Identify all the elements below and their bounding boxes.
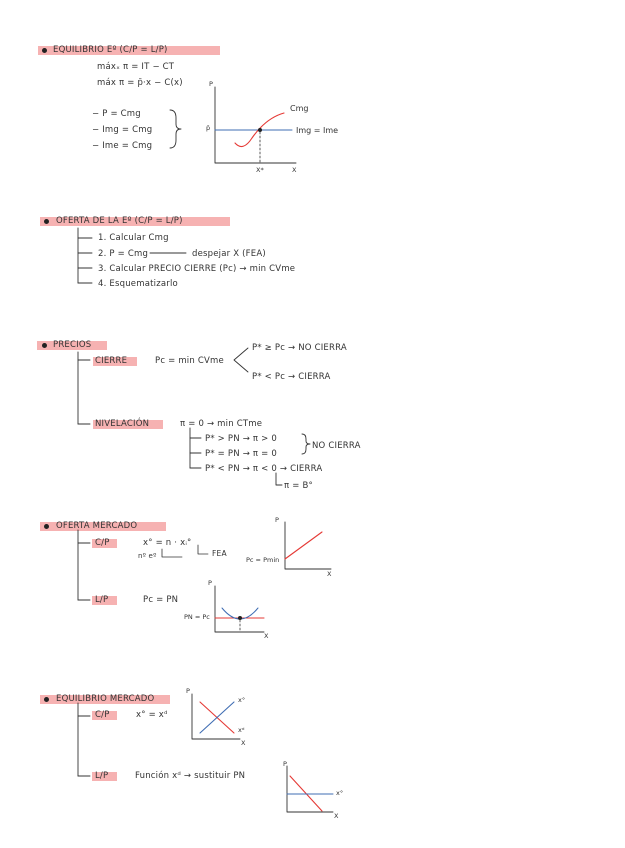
condition-p-cmg: − P = Cmg <box>92 109 141 119</box>
section-title-oferta-empresa: OFERTA DE LA Eº (C/P = L/P) <box>56 216 183 226</box>
step-3: 3. Calcular PRECIO CIERRE (Pc) → min CVme <box>98 264 296 274</box>
cp-n-note: nº eº <box>138 552 157 560</box>
graph-axes <box>285 522 331 569</box>
section-title-oferta-mercado: OFERTA MERCADO <box>56 521 138 531</box>
axis-label-x: X <box>241 739 246 747</box>
axis-label-pn-pc: PN = Pc <box>184 613 210 621</box>
supply-line <box>285 532 322 559</box>
brace <box>170 110 181 148</box>
cp-equation: x° = xᵈ <box>136 710 168 720</box>
section-title-precios: PRECIOS <box>53 340 92 350</box>
axis-label-p: P <box>283 760 287 768</box>
nivelacion-case-3: P* < PN → π < 0 → CIERRA <box>205 464 323 474</box>
curve-label-xo: x° <box>238 696 246 704</box>
label-nivelacion: NIVELACIÓN <box>95 419 150 429</box>
nivelacion-brace-label: NO CIERRA <box>312 441 361 451</box>
nivelacion-case-2: P* = PN → π = 0 <box>205 449 277 459</box>
cierre-branch-no-cierra: P* ≥ Pc → NO CIERRA <box>252 343 347 353</box>
axis-label-pc-pmin: Pc = Pmin <box>246 556 280 564</box>
connector-fea <box>198 545 208 554</box>
axis-label-xstar: X* <box>256 166 264 174</box>
cierre-branch-cierra: P* < Pc → CIERRA <box>252 372 331 382</box>
condition-img-cmg: − Img = Cmg <box>92 125 153 135</box>
label-cierre: CIERRE <box>95 356 128 366</box>
graph-axes <box>215 87 296 163</box>
graph-axes <box>287 766 333 812</box>
section-title-equilibrio-empresa: EQUILIBRIO Eº (C/P = L/P) <box>53 45 168 55</box>
axis-label-x: X <box>264 632 269 640</box>
lp-equation: Pc = PN <box>143 595 179 605</box>
formula-max-profit: máxₓ π = IT − CT <box>97 62 175 72</box>
nivelacion-equation: π = 0 → min CTme <box>180 419 263 429</box>
nivelacion-case-1: P* > PN → π > 0 <box>205 434 277 444</box>
brace <box>302 434 310 454</box>
axis-label-p: P <box>208 579 212 587</box>
axis-label-x: X <box>292 166 297 174</box>
axis-label-x: X <box>327 570 332 578</box>
label-lp: L/P <box>95 771 109 781</box>
lp-equation: Función xᵈ → sustituir PN <box>135 771 246 781</box>
axis-label-p: P <box>209 80 213 88</box>
fork-lines <box>234 348 248 372</box>
curve-label-cmg: Cmg <box>290 104 309 113</box>
curve-label-xd: xᵈ <box>238 726 245 734</box>
line-label-img-ime: Img = Ime <box>296 126 339 135</box>
label-cp: C/P <box>95 538 110 548</box>
benefit-connector <box>276 473 282 485</box>
step-4: 4. Esquematizarlo <box>98 279 178 289</box>
connector-n <box>162 549 182 557</box>
axis-label-x: X <box>334 812 339 820</box>
label-lp: L/P <box>95 595 109 605</box>
step-1: 1. Calcular Cmg <box>98 233 169 243</box>
curve-label-xo: x° <box>336 789 344 797</box>
axis-label-p: P <box>275 516 279 524</box>
equilibrium-point <box>258 128 262 132</box>
formula-max-profit-expanded: máx π = p̄·x − C(x) <box>97 78 183 88</box>
cp-fea-note: FEA <box>212 549 227 558</box>
step-2-b: despejar X (FEA) <box>192 249 266 259</box>
nivelacion-benefit: π = B° <box>284 481 313 491</box>
axis-label-pbar: p̄ <box>206 124 211 132</box>
condition-ime-cmg: − Ime = Cmg <box>92 141 153 151</box>
min-point <box>238 616 242 620</box>
label-cp: C/P <box>95 710 110 720</box>
axis-label-p: P <box>186 687 190 695</box>
section-title-equilibrio-mercado: EQUILIBRIO MERCADO <box>56 694 155 704</box>
cp-equation: x° = n · xᵢ° <box>143 538 192 548</box>
step-2-a: 2. P = Cmg <box>98 249 149 259</box>
cierre-equation: Pc = min CVme <box>155 356 224 366</box>
